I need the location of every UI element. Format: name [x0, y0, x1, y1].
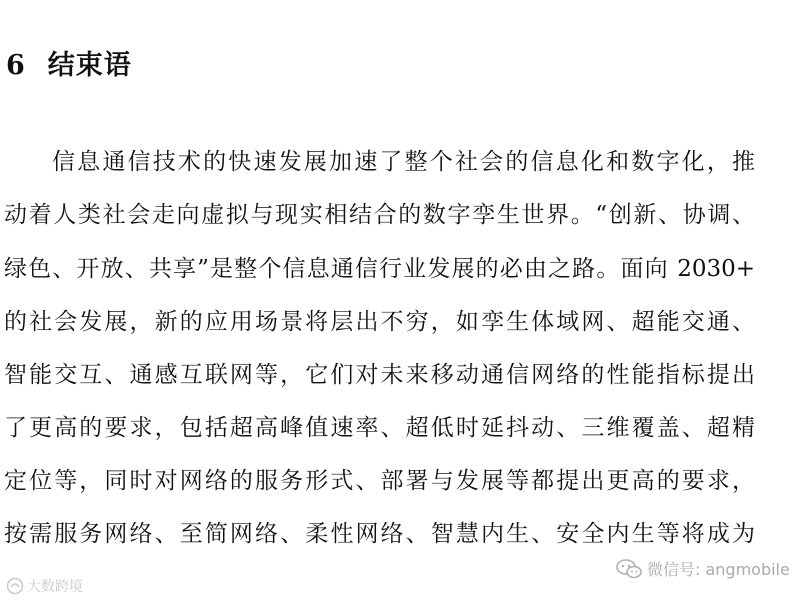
watermark-left-text: 大数跨境	[27, 579, 83, 595]
paragraph-line: 了更高的要求，包括超高峰值速率、超低时延抖动、三维覆盖、超精	[4, 415, 755, 441]
dashuju-logo-icon	[6, 577, 24, 595]
paragraph-line: 动着人类社会走向虚拟与现实相结合的数字孪生世界。“创新、协调、	[4, 202, 755, 228]
watermark-left	[6, 576, 83, 596]
wechat-icon	[615, 558, 643, 580]
watermark-right-text: 微信号: angmobile	[647, 560, 790, 579]
paragraph-line: 的社会发展，新的应用场景将层出不穷，如孪生体域网、超能交通、	[4, 309, 755, 335]
paragraph-line: 智能交互、通感互联网等，它们对未来移动通信网络的性能指标提出	[4, 362, 755, 388]
section-title: 结束语	[47, 50, 132, 81]
paragraph-line: 按需服务网络、至简网络、柔性网络、智慧内生、安全内生等将成为	[4, 521, 755, 547]
section-number: 6	[6, 50, 26, 81]
watermark-right	[612, 557, 793, 580]
section-heading	[6, 48, 132, 84]
paragraph-line: 绿色、开放、共享”是整个信息通信行业发展的必由之路。面向 2030+	[4, 256, 755, 282]
paragraph-line: 信息通信技术的快速发展加速了整个社会的信息化和数字化，推	[52, 149, 755, 175]
paragraph-line: 定位等，同时对网络的服务形式、部署与发展等都提出更高的要求，	[4, 468, 755, 494]
